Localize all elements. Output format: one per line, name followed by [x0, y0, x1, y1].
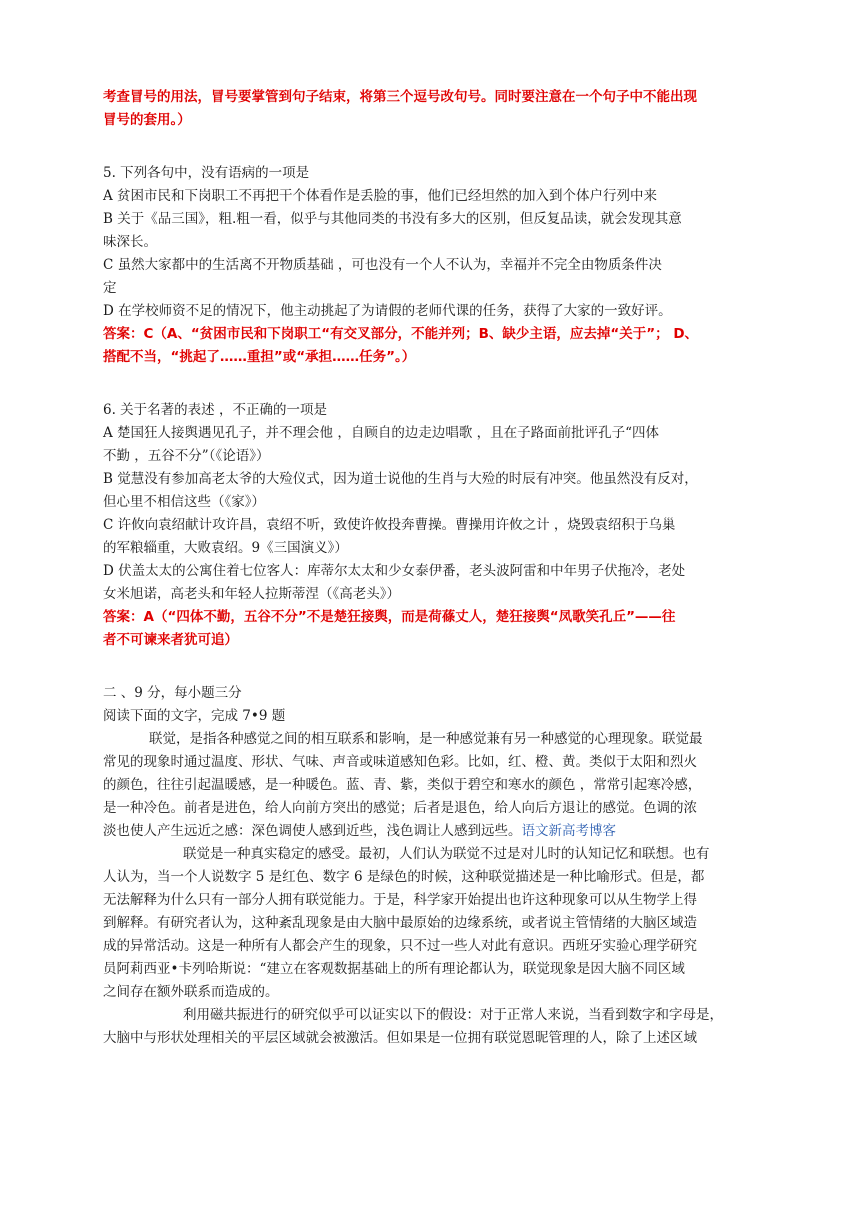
question-6-option-b: B 觉慧没有参加高老太爷的大殓仪式，因为道士说他的生肖与大殓的时辰有冲突。他虽然没有反对， [103, 471, 698, 487]
question-5-option-a: A 贫困市民和下岗职工不再把干个体看作是丢脸的事，他们已经坦然的加入到个体户行列中来 [103, 188, 658, 204]
paragraph-2-line: 之间存在额外联系而造成的。 [103, 984, 279, 1000]
answer-line: 冒号的套用。） [103, 112, 191, 128]
question-6-stem: 6. 关于名著的表述 ，不正确的一项是 [103, 402, 327, 418]
paragraph-2-line: 联觉是一种真实稳定的感受。最初，人们认为联觉不过是对儿时的认知记忆和联想。也有 [183, 846, 710, 862]
paragraph-2-line: 无法解释为什么只有一部分人拥有联觉能力。于是，科学家开始提出也许这种现象可以从生物学上得 [103, 892, 697, 908]
paragraph-3-line: 大脑中与形状处理相关的平层区域就会被激活。但如果是一位拥有联觉恩昵管理的人，除了上述区域 [103, 1030, 697, 1046]
question-5-answer: 答案：C（A、“贫困市民和下岗职工“有交叉部分，不能并列；B、缺少主语，应去掉“关于”； D、 [103, 326, 699, 342]
question-6-option-d-cont: 女米旭诺，高老头和年轻人拉斯蒂涅（《高老头》） [103, 586, 400, 602]
paragraph-1-last-line [103, 820, 771, 843]
answer-line: 考查冒号的用法，冒号要掌管到句子结束，将第三个逗号改句号。同时要注意在一个句子中不能出现 [103, 89, 697, 105]
question-6-option-b-cont: 但心里不相信这些（《家》） [103, 494, 265, 510]
paragraph-1-line: 联觉，是指各种感觉之间的相互联系和影响，是一种感觉兼有另一种感觉的心理现象。联觉最 [149, 731, 703, 747]
paragraph-1-text: 淡也使人产生远近之感：深色调使人感到近些，浅色调让人感到远些。 [103, 823, 522, 839]
question-6-answer-cont: 者不可谏来者犹可追） [103, 632, 238, 648]
question-5-option-d: D 在学校师资不足的情况下，他主动挑起了为请假的老师代课的任务，获得了大家的一致好评。 [103, 303, 672, 319]
paragraph-2-line: 人认为，当一个人说数字 5 是红色、数字 6 是绿色的时候，这种联觉描述是一种比喻形式。但是，都 [103, 869, 705, 885]
question-6-option-c-cont: 的军粮辎重，大败袁绍。9《三国演义》） [103, 540, 348, 556]
paragraph-1-line: 的颜色，往往引起温暖感，是一种暖色。蓝、青、紫，类似于碧空和寒水的颜色 ，常常引起寒冷感， [103, 777, 702, 793]
question-5-option-c: C 虽然大家都中的生活离不开物质基础 ，可也没有一个人不认为，幸福并不完全由物质条件决 [103, 257, 662, 273]
paragraph-1-line: 是一种冷色。前者是进色，给人向前方突出的感觉；后者是退色，给人向后方退让的感觉。色调的浓 [103, 800, 697, 816]
paragraph-3-line: 利用磁共振进行的研究似乎可以证实以下的假设：对于正常人来说，当看到数字和字母是， [183, 1007, 723, 1023]
blog-link[interactable]: 语文新高考博客 [521, 823, 616, 839]
section-2-heading: 二 、9 分，每小题三分 [103, 685, 242, 701]
question-6-option-d: D 伏盖太太的公寓住着七位客人：库蒂尔太太和少女泰伊番，老头波阿雷和中年男子伏拖冷，老处 [103, 563, 686, 579]
question-6-option-a: A 楚国狂人接舆遇见孔子，并不理会他 ，自顾自的边走边唱歌 ，且在子路面前批评孔子“四体 [103, 425, 660, 441]
question-6-answer: 答案：A（“四体不勤，五谷不分”不是楚狂接舆，而是荷蓧丈人，楚狂接舆“凤歌笑孔丘”——往 [103, 609, 676, 625]
section-2-instruction: 阅读下面的文字，完成 7•9 题 [103, 708, 286, 724]
document-page [103, 86, 771, 1050]
paragraph-2-line: 成的异常活动。这是一种所有人都会产生的现象，只不过一些人对此有意识。西班牙实验心理学研究 [103, 938, 697, 954]
question-5-stem: 5. 下列各句中，没有语病的一项是 [103, 165, 310, 181]
paragraph-1-line: 常见的现象时通过温度、形状、气味、声音或味道感知色彩。比如，红、橙、黄。类似于太阳和烈火 [103, 754, 697, 770]
question-5-answer-cont: 搭配不当，“挑起了……重担”或“承担……任务”。） [103, 349, 416, 365]
question-5-option-b-cont: 味深长。 [103, 234, 157, 250]
question-5-option-b: B 关于《品三国》，粗.粗一看，似乎与其他同类的书没有多大的区别，但反复品读，就会发现其意 [103, 211, 682, 227]
question-6-option-c: C 许攸向袁绍献计攻许昌，袁绍不听，致使许攸投奔曹操。曹操用许攸之计 ，烧毁袁绍积于乌巢 [103, 517, 676, 533]
question-6-option-a-cont: 不勤 ，五谷不分”（《论语》） [103, 448, 270, 464]
paragraph-2-line: 员阿莉西亚•卡列哈斯说：“建立在客观数据基础上的所有理论都认为，联觉现象是因大脑不同区域 [103, 961, 685, 977]
question-5-option-c-cont: 定 [103, 280, 117, 296]
paragraph-2-line: 到解释。有研究者认为，这种紊乱现象是由大脑中最原始的边缘系统，或者说主管情绪的大脑区域造 [103, 915, 697, 931]
